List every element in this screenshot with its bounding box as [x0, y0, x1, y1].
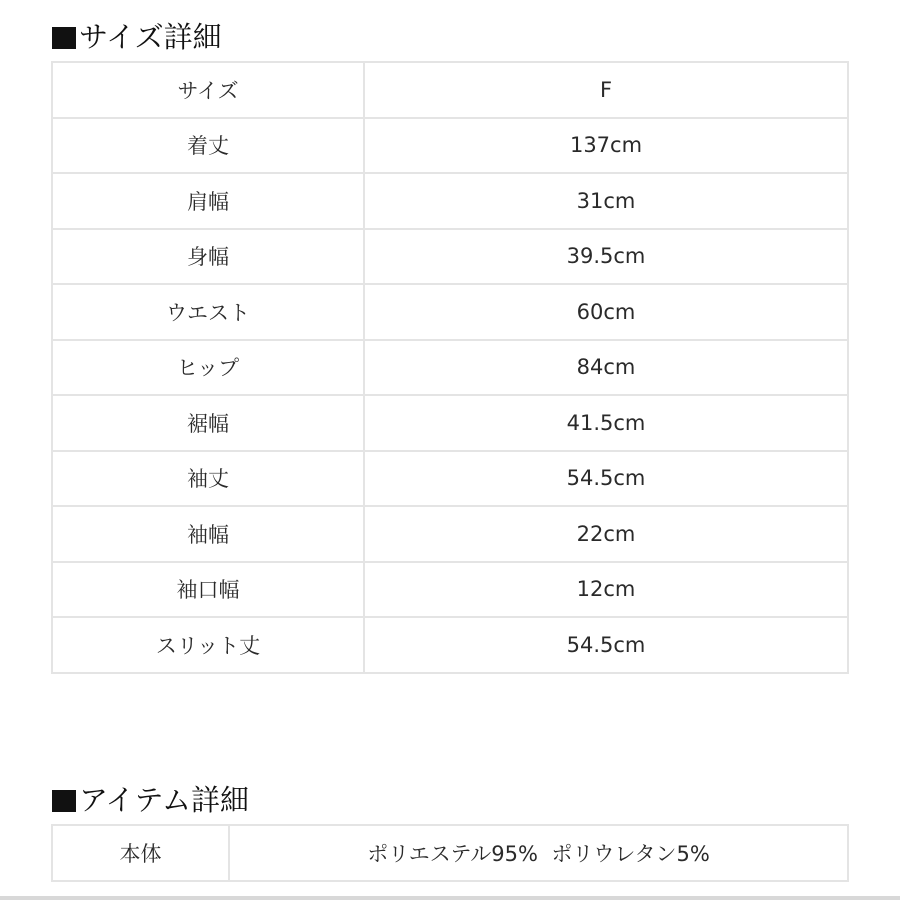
row-label: スリット丈: [52, 617, 364, 673]
table-row: [52, 395, 848, 451]
row-label: ウエスト: [52, 284, 364, 340]
table-row: [52, 118, 848, 174]
row-value: 39.5cm: [364, 229, 848, 285]
row-value: 12cm: [364, 562, 848, 618]
row-label: 袖口幅: [52, 562, 364, 618]
black-square-icon: [52, 790, 76, 812]
table-row: [52, 451, 848, 507]
row-label: 袖丈: [52, 451, 364, 507]
bottom-divider: [0, 896, 900, 900]
size-details-table: [51, 61, 849, 674]
row-label: 袖幅: [52, 506, 364, 562]
item-details-heading: [52, 782, 249, 818]
size-details-heading: [52, 19, 222, 55]
table-row: [52, 62, 848, 118]
row-value: 60cm: [364, 284, 848, 340]
table-row: [52, 617, 848, 673]
row-label: 着丈: [52, 118, 364, 174]
row-value: 54.5cm: [364, 451, 848, 507]
row-value: 54.5cm: [364, 617, 848, 673]
item-details-table: [51, 824, 849, 882]
row-label: 裾幅: [52, 395, 364, 451]
table-row: [52, 506, 848, 562]
table-row: [52, 340, 848, 396]
row-value: 22cm: [364, 506, 848, 562]
row-value: 31cm: [364, 173, 848, 229]
black-square-icon: [52, 27, 76, 49]
table-row: [52, 229, 848, 285]
row-label: 肩幅: [52, 173, 364, 229]
row-value: 41.5cm: [364, 395, 848, 451]
row-value: ポリエステル95% ポリウレタン5%: [229, 825, 848, 881]
table-row: [52, 173, 848, 229]
table-row: [52, 562, 848, 618]
row-value: 137cm: [364, 118, 848, 174]
row-label: サイズ: [52, 62, 364, 118]
row-label: ヒップ: [52, 340, 364, 396]
row-value: 84cm: [364, 340, 848, 396]
table-row: [52, 284, 848, 340]
row-label: 本体: [52, 825, 229, 881]
table-row: [52, 825, 848, 881]
row-value: F: [364, 62, 848, 118]
item-details-title: アイテム詳細: [79, 783, 249, 817]
size-details-title: サイズ詳細: [79, 20, 222, 54]
row-label: 身幅: [52, 229, 364, 285]
